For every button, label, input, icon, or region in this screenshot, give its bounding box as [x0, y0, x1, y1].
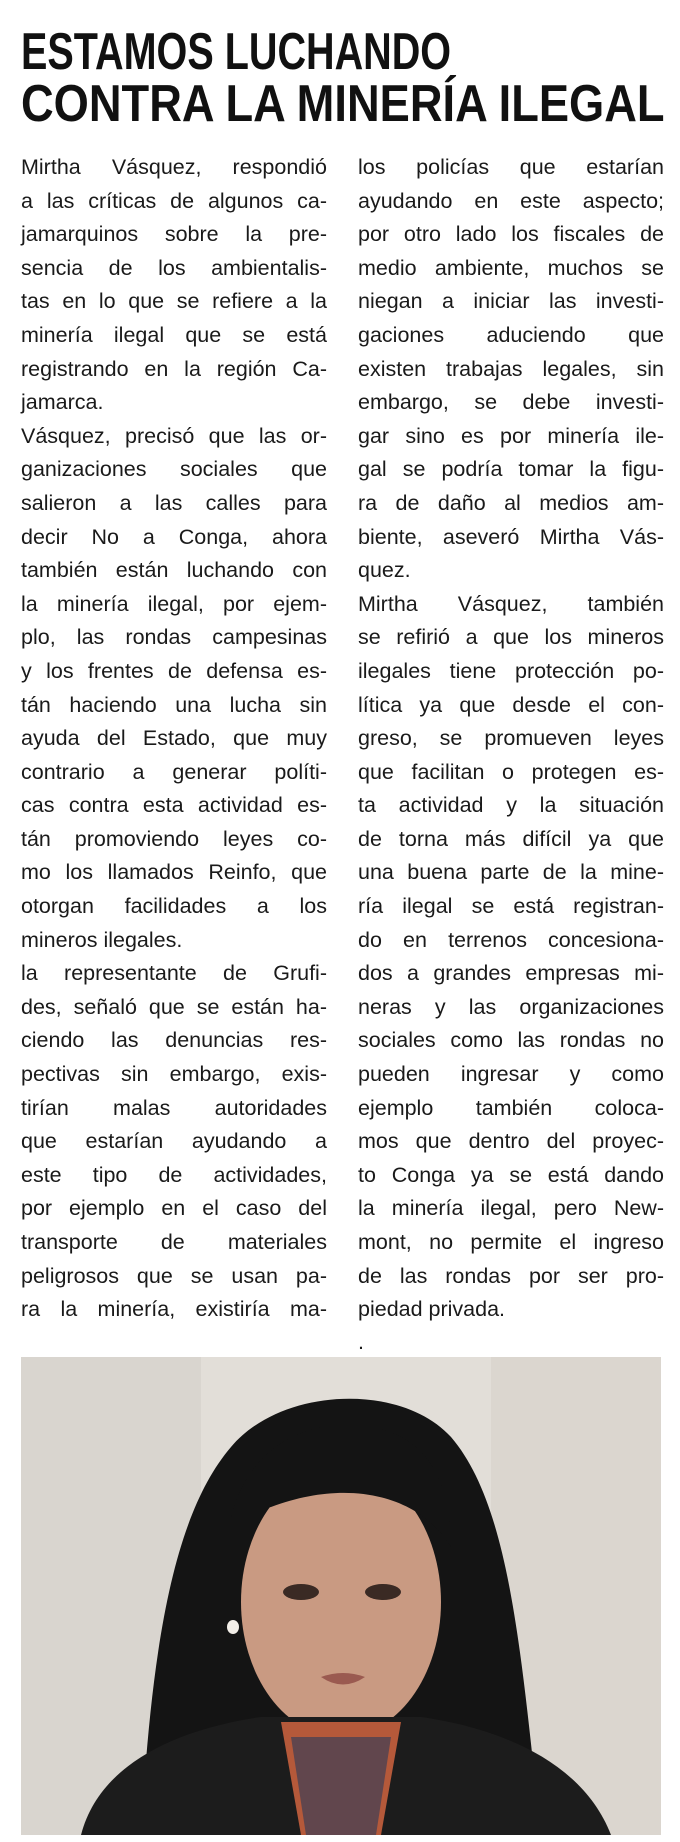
text-line: la representante de Grufi-	[21, 961, 327, 986]
text-line: plo, las rondas campesinas	[21, 625, 327, 650]
text-line: peligrosos que se usan pa-	[21, 1263, 327, 1288]
text-line: que estarían ayudando a	[21, 1129, 327, 1154]
text-line: por otro lado los fiscales de	[358, 222, 664, 247]
text-line: este tipo de actividades,	[21, 1162, 327, 1187]
headline-line-1: ESTAMOS LUCHANDO	[21, 23, 452, 81]
text-line: greso, se promueven leyes	[358, 726, 664, 751]
text-line: lítica ya que desde el con-	[358, 692, 664, 717]
text-line: embargo, se debe investi-	[358, 390, 664, 415]
text-line: la minería ilegal, pero New-	[358, 1196, 664, 1221]
text-line: niegan a iniciar las investi-	[358, 289, 664, 314]
text-line: los policías que estarían	[358, 155, 664, 179]
text-line: mo los llamados Reinfo, que	[21, 860, 327, 885]
text-line: cas contra esta actividad es-	[21, 793, 327, 818]
text-line: gal se podría tomar la figu-	[358, 457, 664, 482]
text-line: ayudando en este aspecto;	[358, 188, 664, 213]
text-line: pectivas sin embargo, exis-	[21, 1062, 327, 1087]
text-line: Mirtha Vásquez, también	[358, 591, 664, 616]
text-line: mos que dentro del proyec-	[358, 1129, 664, 1154]
text-line: decir No a Conga, ahora	[21, 524, 327, 549]
portrait-photo	[21, 1357, 661, 1835]
text-line: contrario a generar políti-	[21, 759, 327, 784]
text-line: tán haciendo una lucha sin	[21, 692, 327, 717]
text-line: a las críticas de algunos ca-	[21, 188, 327, 213]
text-line: tas en lo que se refiere a la	[21, 289, 327, 314]
text-line: gaciones aduciendo que	[358, 322, 664, 347]
text-line: ayuda del Estado, que muy	[21, 726, 327, 751]
text-line: jamarquinos sobre la pre-	[21, 222, 327, 247]
text-line: ilegales tiene protección po-	[358, 658, 664, 683]
text-line: jamarca.	[21, 390, 104, 415]
text-line: mont, no permite el ingreso	[358, 1230, 664, 1254]
text-line: ría ilegal se está registran-	[358, 894, 664, 919]
text-line: biente, aseveró Mirtha Vás-	[358, 524, 664, 549]
text-line: do en terrenos concesiona-	[358, 927, 664, 952]
text-line: una buena parte de la mine-	[358, 860, 664, 885]
text-line: también están luchando con	[21, 558, 327, 583]
text-line: de las rondas por ser pro-	[358, 1263, 664, 1288]
text-line: ta actividad y la situación	[358, 793, 664, 818]
text-line: .	[358, 1329, 364, 1354]
text-line: medio ambiente, muchos se	[358, 255, 664, 280]
text-line: Vásquez, precisó que las or-	[21, 423, 327, 448]
text-line: de torna más difícil ya que	[358, 826, 664, 851]
text-line: pueden ingresar y como	[358, 1062, 664, 1087]
text-line: ra de daño al medios am-	[358, 490, 664, 515]
text-line: dos a grandes empresas mi-	[358, 961, 664, 986]
text-line: gar sino es por minería ile-	[358, 423, 664, 448]
text-line: ra la minería, existiría ma-	[21, 1297, 327, 1322]
article-column-right	[358, 151, 664, 1353]
text-line: Mirtha Vásquez, respondió	[21, 155, 327, 179]
text-line: ganizaciones sociales que	[21, 457, 327, 482]
portrait-illustration	[21, 1357, 661, 1835]
text-line: mineros ilegales.	[21, 927, 183, 952]
text-line: por ejemplo en el caso del	[21, 1196, 327, 1221]
text-line: se refirió a que los mineros	[358, 625, 664, 650]
article-column-left	[21, 151, 327, 1327]
text-line: transporte de materiales	[21, 1230, 327, 1254]
text-line: tirían malas autoridades	[21, 1095, 327, 1120]
text-line: ciendo las denuncias res-	[21, 1028, 327, 1053]
text-line: tán promoviendo leyes co-	[21, 826, 327, 851]
text-line: registrando en la región Ca-	[21, 356, 327, 381]
text-line: y los frentes de defensa es-	[21, 658, 327, 683]
text-line: existen trabajas legales, sin	[358, 356, 664, 381]
text-line: neras y las organizaciones	[358, 994, 664, 1019]
article-headline	[21, 23, 665, 133]
text-line: sencia de los ambientalis-	[21, 255, 327, 280]
text-line: salieron a las calles para	[21, 490, 327, 515]
text-line: to Conga ya se está dando	[358, 1162, 664, 1187]
text-line: ejemplo también coloca-	[358, 1095, 664, 1120]
text-line: des, señaló que se están ha-	[21, 994, 327, 1019]
headline-line-2: CONTRA LA MINERÍA ILEGAL	[21, 75, 665, 133]
text-line: minería ilegal que se está	[21, 322, 327, 347]
text-line: sociales como las rondas no	[358, 1028, 664, 1053]
text-line: quez.	[358, 558, 411, 583]
text-line: que facilitan o protegen es-	[358, 759, 664, 784]
text-line: piedad privada.	[358, 1297, 506, 1322]
text-line: otorgan facilidades a los	[21, 894, 327, 919]
text-line: la minería ilegal, por ejem-	[21, 591, 327, 616]
